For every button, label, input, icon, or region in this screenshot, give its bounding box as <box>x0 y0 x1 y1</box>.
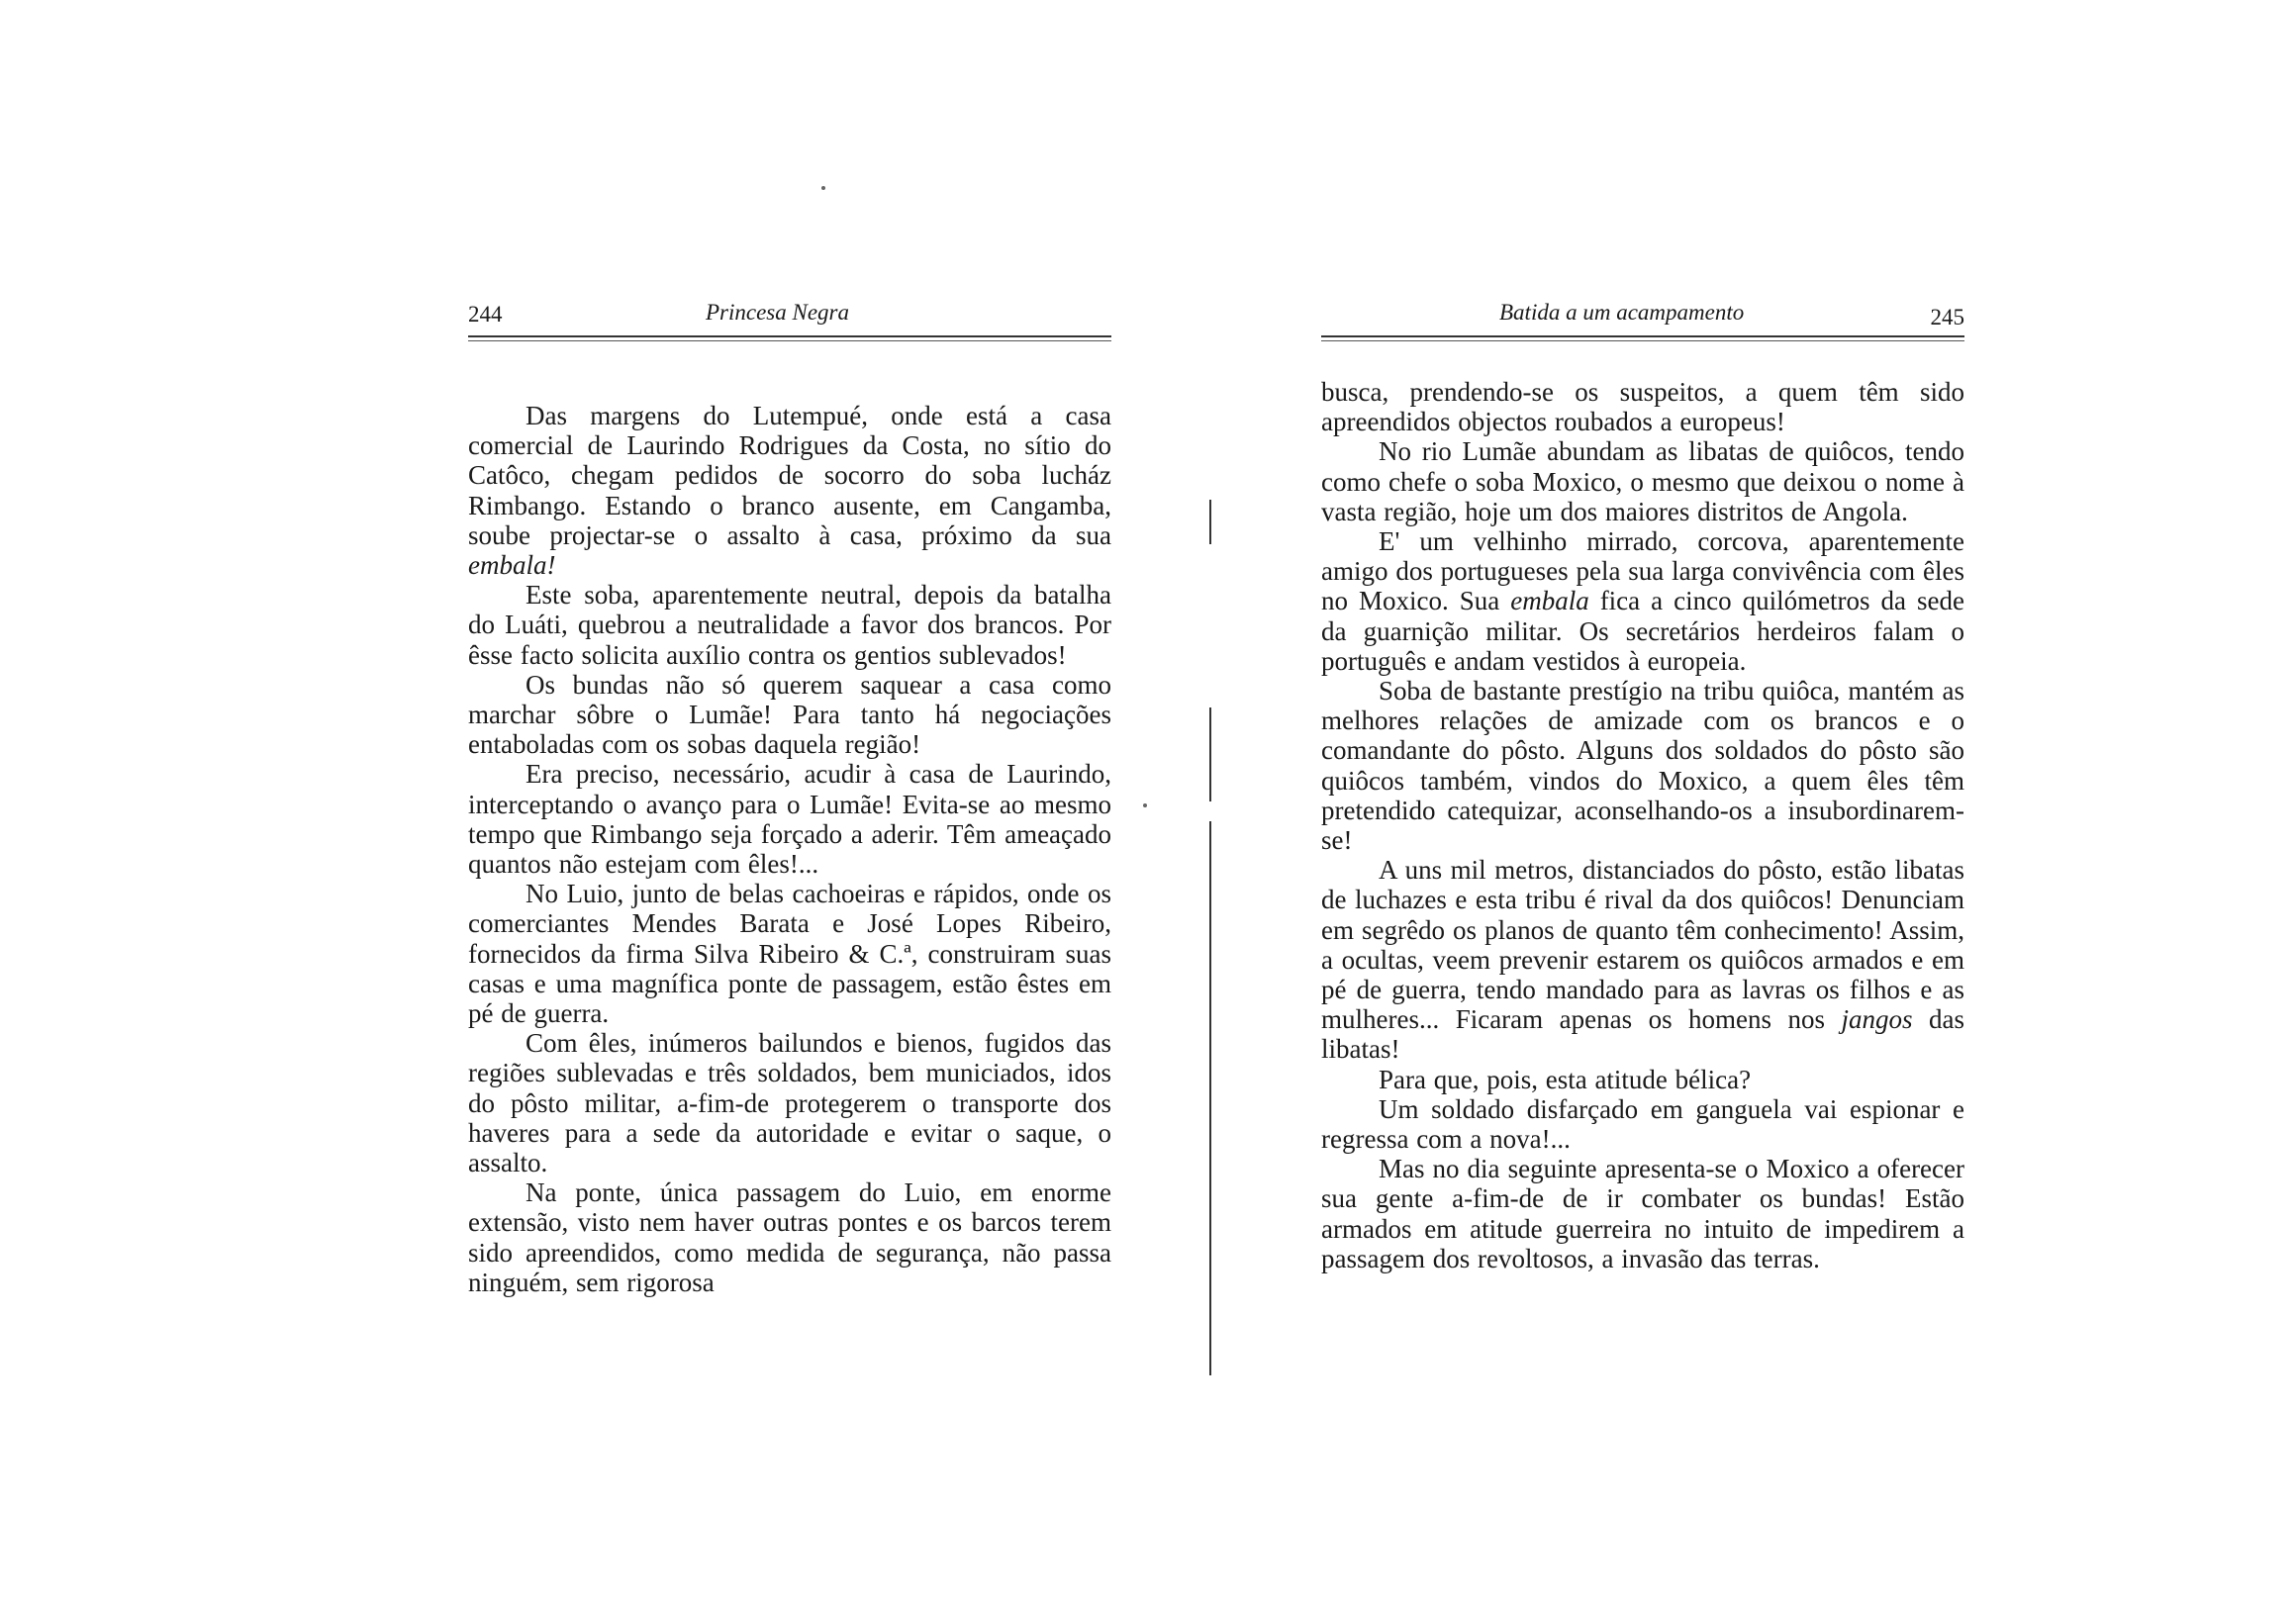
ink-speck <box>1143 803 1147 807</box>
gutter-mark <box>1209 821 1211 1375</box>
text-run: No Luio, junto de belas cachoeiras e rápidos, onde os comerciantes Mendes Barata e José Lopes Ribeiro, fornecidos da firma Silva Ribeiro & C.ª, construiram suas casas e uma magnífica ponte de passagem, estão êstes em pé de guerra. <box>468 879 1111 1029</box>
paragraph <box>1321 1094 1964 1154</box>
right-header-rule <box>1321 335 1964 341</box>
paragraph <box>1321 1065 1964 1094</box>
left-running-title: Princesa Negra <box>706 300 850 325</box>
right-running-head <box>1321 292 1964 331</box>
paragraph <box>468 759 1111 879</box>
paragraph <box>468 1177 1111 1297</box>
text-run: Na ponte, única passagem do Luio, em enorme extensão, visto nem haver outras pontes e os barcos terem sido apreendidos, como medida de segurança, não passa ninguém, sem rigorosa <box>468 1177 1111 1297</box>
paragraph <box>468 580 1111 670</box>
paragraph <box>468 1028 1111 1177</box>
right-running-title: Batida a um acampamento <box>1499 300 1745 325</box>
paragraph <box>1321 1154 1964 1273</box>
text-run: Este soba, aparentemente neutral, depois da batalha do Luáti, quebrou a neutralidade a favor dos brancos. Por êsse facto solicita auxílio contra os gentios sublevados! <box>468 580 1111 670</box>
text-run: Soba de bastante prestígio na tribu quiôca, mantém as melhores relações de amizade com os brancos e o comandante do pôsto. Alguns dos soldados do pôsto são quiôcos também, vindos do Moxico, a quem êles têm pretendido catequizar, aconselhando-os a insubordinarem-se! <box>1321 676 1964 856</box>
text-run: Os bundas não só querem saquear a casa como marchar sôbre o Lumãe! Para tanto há negociações entaboladas com os sobas daquela região! <box>468 669 1111 760</box>
paragraph <box>1321 855 1964 1064</box>
gutter-mark <box>1209 707 1211 801</box>
paragraph <box>1321 436 1964 526</box>
left-page-number: 244 <box>468 302 503 327</box>
right-body-text <box>1321 377 1964 1273</box>
left-page <box>468 292 1111 1297</box>
italic-term: embala <box>1510 586 1589 616</box>
gutter-mark <box>1209 500 1211 544</box>
right-page-number: 245 <box>1930 305 1964 329</box>
italic-term: embala! <box>468 550 556 581</box>
ink-speck <box>821 186 825 190</box>
paragraph <box>468 670 1111 760</box>
text-run: das libatas! <box>1321 1004 1964 1065</box>
text-run: Para que, pois, esta atitude bélica? <box>1379 1064 1752 1094</box>
text-run: A uns mil metros, distanciados do pôsto, estão libatas de luchazes e esta tribu é rival da dos quiôcos! Denunciam em segrêdo os planos de quanto têm conhecimento! Assim, a ocultas, veem prevenir estarem os quiôcos armados e em pé de guerra, tendo mandado para as lavras os filhos e as mulheres... Ficaram apenas os homens nos <box>1321 855 1964 1035</box>
text-run: busca, prendendo-se os suspeitos, a quem têm sido apreendidos objectos roubados a europeus! <box>1321 377 1964 437</box>
text-run: No rio Lumãe abundam as libatas de quiôcos, tendo como chefe o soba Moxico, o mesmo que deixou o nome à vasta região, hoje um dos maiores distritos de Angola. <box>1321 436 1964 526</box>
text-run: Era preciso, necessário, acudir à casa de Laurindo, interceptando o avanço para o Lumãe! Evita-se ao mesmo tempo que Rimbango seja forçado a aderir. Têm ameaçado quantos não estejam com êles!... <box>468 759 1111 880</box>
paragraph <box>468 401 1111 580</box>
left-header-rule <box>468 335 1111 341</box>
left-body-text <box>468 401 1111 1297</box>
text-run: Com êles, inúmeros bailundos e bienos, fugidos das regiões sublevadas e três soldados, bem municiados, idos do pôsto militar, a-fim-de protegerem o transporte dos haveres para a sede da autoridade e evitar o saque, o assalto. <box>468 1028 1111 1178</box>
paragraph <box>1321 526 1964 676</box>
paragraph <box>1321 676 1964 855</box>
paragraph <box>1321 377 1964 436</box>
text-run: E' um velhinho mirrado, corcova, aparentemente amigo dos portugueses pela sua larga convivência com êles no Moxico. Sua <box>1321 526 1964 616</box>
text-run: fica a cinco quilómetros da sede da guarnição militar. Os secretários herdeiros falam o português e andam vestidos à europeia. <box>1321 586 1964 676</box>
left-running-head <box>468 292 1111 331</box>
text-run: Das margens do Lutempué, onde está a casa comercial de Laurindo Rodrigues da Costa, no sítio do Catôco, chegam pedidos de socorro do soba lucház Rimbango. Estando o branco ausente, em Cangamba, soube projectar-se o assalto à casa, próximo da sua <box>468 401 1111 550</box>
text-run: Mas no dia seguinte apresenta-se o Moxico a oferecer sua gente a-fim-de de ir combater os bundas! Estão armados em atitude guerreira no intuito de impedirem a passagem dos revoltosos, a invasão das terras. <box>1321 1154 1964 1273</box>
italic-term: jangos <box>1841 1004 1913 1035</box>
right-page <box>1321 292 1964 1273</box>
text-run: Um soldado disfarçado em ganguela vai espionar e regressa com a nova!... <box>1321 1093 1964 1155</box>
paragraph <box>468 879 1111 1028</box>
